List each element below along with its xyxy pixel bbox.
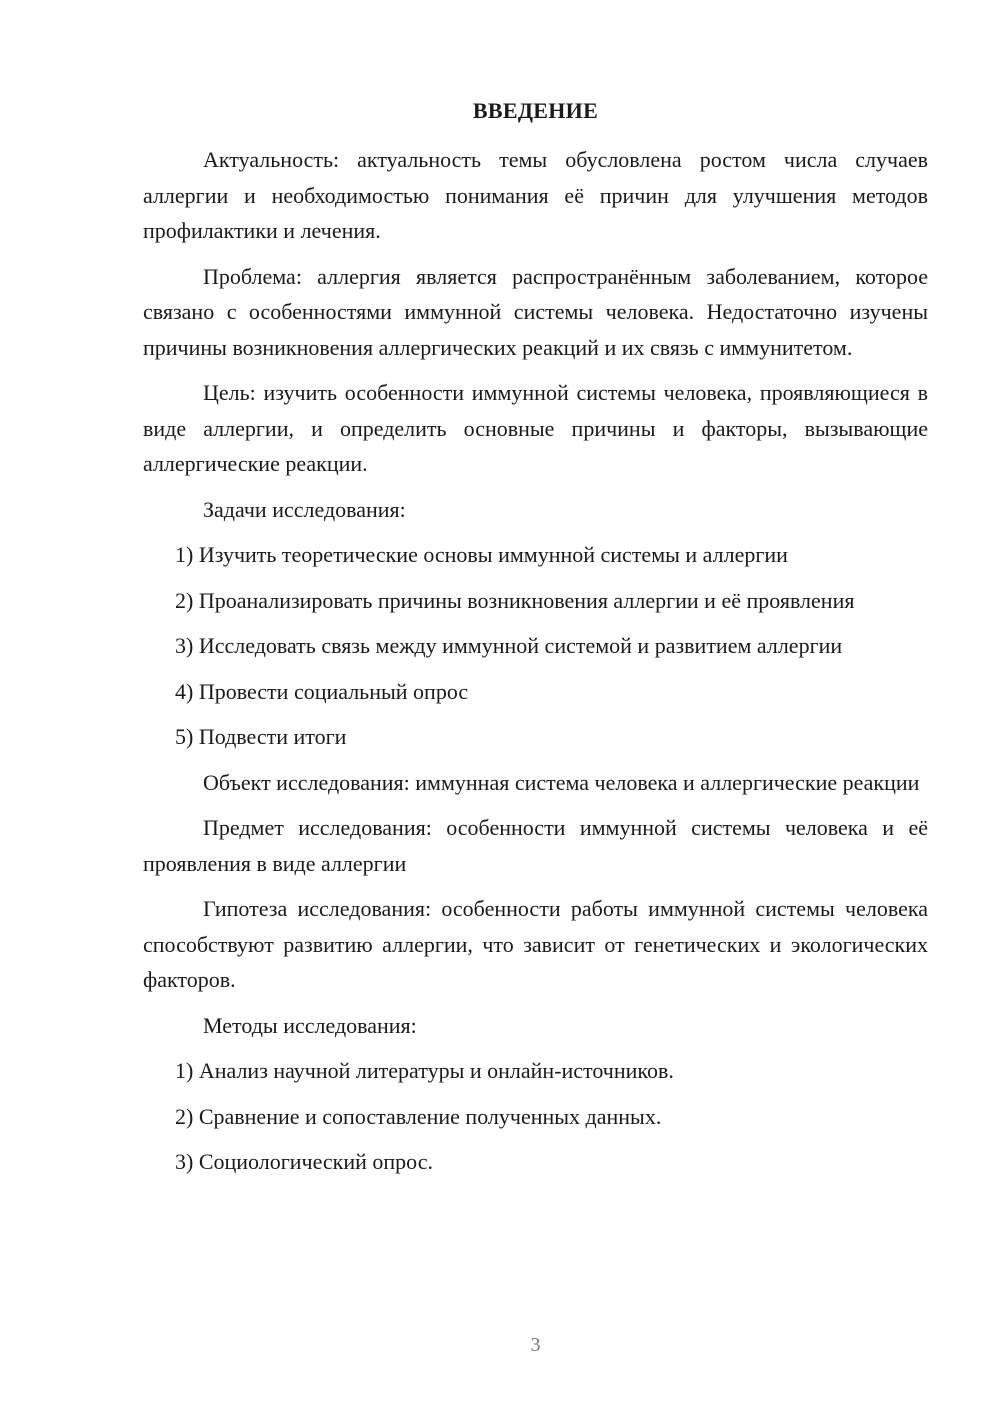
task-item: 3) Исследовать связь между иммунной системой и развитием аллергии [175, 633, 843, 658]
document-body [143, 142, 928, 1180]
task-item: 5) Подвести итоги [175, 724, 347, 749]
document-title: ВВЕДЕНИЕ [472, 98, 599, 123]
object-paragraph: Объект исследования: иммунная система человека и аллергические реакции [203, 769, 920, 795]
relevance-paragraph: Актуальность: актуальность темы обусловлена ростом числа случаев аллергии и необходимостью понимания её причин для улучшения методов профилактики и лечения. [143, 147, 928, 243]
task-item: 1) Изучить теоретические основы иммунной системы и аллергии [175, 542, 788, 567]
hypothesis-paragraph: Гипотеза исследования: особенности работы иммунной системы человека способствуют развитию аллергии, что зависит от генетических и экологических факторов. [143, 896, 928, 992]
task-item: 4) Провести социальный опрос [175, 678, 469, 704]
page-number: 3 [530, 1334, 541, 1356]
methods-heading: Методы исследования: [203, 1012, 417, 1038]
tasks-list [143, 537, 928, 755]
method-item: 2) Сравнение и сопоставление полученных данных. [175, 1103, 662, 1129]
task-item: 2) Проанализировать причины возникновения аллергии и её проявления [175, 587, 855, 613]
methods-list [143, 1053, 928, 1180]
tasks-heading: Задачи исследования: [203, 496, 406, 522]
problem-paragraph: Проблема: аллергия является распространённым заболеванием, которое связано с особенностями иммунной системы человека. Недостаточно изучены причины возникновения аллергических реакций и их связь с иммунитетом. [143, 263, 928, 360]
method-item: 1) Анализ научной литературы и онлайн-источников. [175, 1058, 674, 1083]
subject-paragraph: Предмет исследования: особенности иммунной системы человека и её проявления в виде аллергии [143, 815, 928, 876]
goal-paragraph: Цель: изучить особенности иммунной системы человека, проявляющиеся в виде аллергии, и определить основные причины и факторы, вызывающие аллергические реакции. [143, 380, 928, 476]
method-item: 3) Социологический опрос. [175, 1149, 433, 1174]
